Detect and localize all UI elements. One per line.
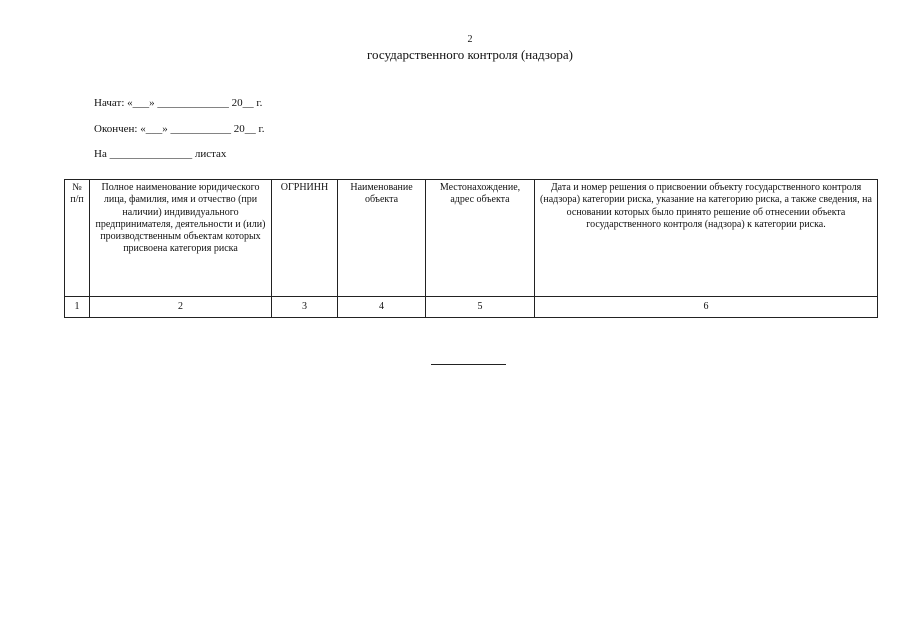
column-number-4: 4 — [338, 297, 426, 318]
registry-table — [64, 179, 878, 318]
header-risk-decision: Дата и номер решения о присвоении объекту государственного контроля (надзора) категории риска, указание на категорию риска, а также сведения, на основании которых было принято решение об отнесении объекта государственного контроля (надзора) к категории риска. — [535, 180, 878, 297]
table-header-row — [65, 180, 878, 297]
sheets-count-line: На _______________ листах — [94, 148, 227, 160]
header-number: № п/п — [65, 180, 90, 297]
column-number-3: 3 — [272, 297, 338, 318]
closing-rule — [431, 364, 506, 365]
column-number-6: 6 — [535, 297, 878, 318]
column-number-1: 1 — [65, 297, 90, 318]
header-entity-name: Полное наименование юридического лица, фамилия, имя и отчество (при наличии) индивидуального предпринимателя, деятельности и (или) производственным объектам которых присвоена категория риска — [90, 180, 272, 297]
started-date-line: Начат: «___» _____________ 20__ г. — [94, 97, 263, 109]
column-number-5: 5 — [426, 297, 535, 318]
header-object-address: Местонахождение, адрес объекта — [426, 180, 535, 297]
page-number: 2 — [467, 34, 473, 45]
header-ogrn-inn: ОГРНИНН — [272, 180, 338, 297]
page-heading: государственного контроля (надзора) — [367, 47, 573, 62]
header-object-name: Наименование объекта — [338, 180, 426, 297]
column-number-2: 2 — [90, 297, 272, 318]
finished-date-line: Окончен: «___» ___________ 20__ г. — [94, 123, 265, 135]
table-numbering-row — [65, 297, 878, 318]
